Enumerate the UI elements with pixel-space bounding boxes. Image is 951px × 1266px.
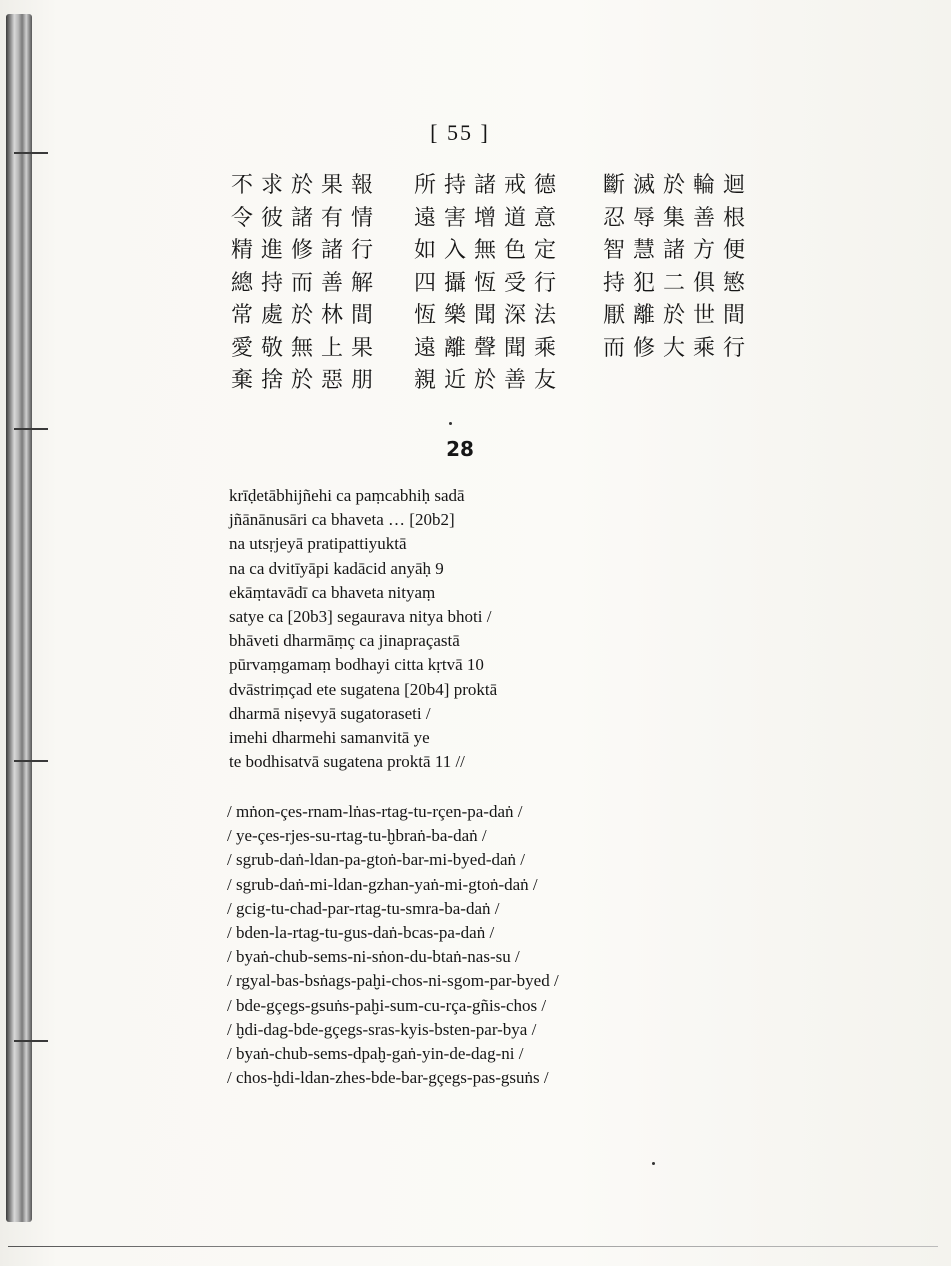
transliteration-line: te bodhisatvā sugatena proktā 11 // [229,752,465,772]
ink-dot [449,422,452,425]
cjk-column-left [231,170,381,398]
transliteration-line: na utsṛjeyā pratipattiyuktā [229,534,407,554]
tibetan-line: / sgrub-daṅ-ldan-pa-gtoṅ-bar-mi-byed-daṅ / [227,850,525,870]
cjk-verse-line: 不求於果報 [231,173,382,198]
cjk-verse-line: 愛敬無上果 [231,335,382,361]
tibetan-line: / ye-çes-rjes-su-rtag-tu-ḫbraṅ-ba-daṅ / [227,826,487,846]
section-number: 28 [446,437,474,461]
cjk-verse-line: 恆樂聞深法 [414,303,565,328]
transliteration-line: ekāṃtavādī ca bhaveta nityaṃ [229,582,436,602]
cjk-verse-line: 斷滅於輪迴 [603,173,754,198]
tibetan-line: / gcig-tu-chad-par-rtag-tu-smra-ba-daṅ / [227,898,500,918]
transliteration-line: bhāveti dharmāṃç ca jinapraçastā [229,631,460,651]
cjk-verse-line: 忍辱集善根 [603,205,754,231]
tibetan-line: / ḫdi-dag-bde-gçegs-sras-kyis-bsten-par-bya / [227,1019,537,1039]
cjk-verse-line: 棄捨於惡朋 [231,368,382,393]
cjk-verse-line: 遠離聲聞乘 [414,335,565,361]
cjk-verse-line: 所持諸戒德 [414,173,565,198]
tibetan-line: / bde-gçegs-gsuṅs-paḫi-sum-cu-rça-gñis-chos / [227,995,547,1015]
cjk-verse-line: 總持而善解 [231,270,382,296]
cjk-verse-line: 親近於善友 [414,368,565,393]
transliteration-line: imehi dharmehi samanvitā ye [229,727,430,747]
cjk-verse-line: 四攝恆受行 [414,270,565,296]
cjk-column-middle [414,170,564,398]
cjk-verse-line: 智慧諸方便 [603,238,754,263]
binding-mark [14,428,48,430]
transliteration-line: dharmā niṣevyā sugatoraseti / [229,703,431,723]
transliteration-line: na ca dvitīyāpi kadācid anyāḥ 9 [229,558,444,578]
ink-dot [652,1162,655,1165]
tibetan-transliteration [227,800,867,1090]
tibetan-line: / mṅon-çes-rnam-lṅas-rtag-tu-rçen-pa-daṅ / [227,802,523,821]
cjk-verse-line: 遠害增道意 [414,205,565,231]
binding-mark [14,760,48,762]
sanskrit-transliteration [229,484,829,774]
tibetan-line: / rgyal-bas-bsṅags-paḫi-chos-ni-sgom-par-byed / [227,971,559,991]
transliteration-line: krīḍetābhijñehi ca paṃcabhiḥ sadā [229,486,465,505]
transliteration-line: pūrvaṃgamaṃ bodhayi citta kṛtvā 10 [229,655,484,675]
cjk-verse-line: 如入無色定 [414,238,565,263]
cjk-verse-line: 而修大乘行 [603,335,754,361]
tibetan-line: / byaṅ-chub-sems-dpaḫ-gaṅ-yin-de-dag-ni / [227,1043,524,1063]
cjk-verse-line: 厭離於世間 [603,303,754,328]
binding-mark [14,152,48,154]
tibetan-line: / sgrub-daṅ-mi-ldan-gzhan-yaṅ-mi-gtoṅ-daṅ / [227,874,538,894]
cjk-verse-line: 持犯二俱慜 [603,270,754,296]
bottom-rule [8,1246,938,1247]
cjk-verse-line: 精進修諸行 [231,238,382,263]
tibetan-line: / bden-la-rtag-tu-gus-daṅ-bcas-pa-daṅ / [227,922,495,942]
cjk-verse-line: 常處於林間 [231,303,382,328]
transliteration-line: dvāstriṃçad ete sugatena [20b4] proktā [229,679,498,699]
cjk-verse-line: 令彼諸有情 [231,205,382,231]
tibetan-line: / chos-ḫdi-ldan-zhes-bde-bar-gçegs-pas-gsuṅs / [227,1068,549,1088]
binding-mark [14,1040,48,1042]
cjk-column-right [603,170,753,365]
tibetan-line: / byaṅ-chub-sems-ni-sṅon-du-btaṅ-nas-su / [227,947,520,967]
page-number: [ 55 ] [430,120,490,145]
transliteration-line: jñānānusāri ca bhaveta … [20b2] [229,510,455,530]
transliteration-line: satye ca [20b3] segaurava nitya bhoti / [229,606,492,626]
